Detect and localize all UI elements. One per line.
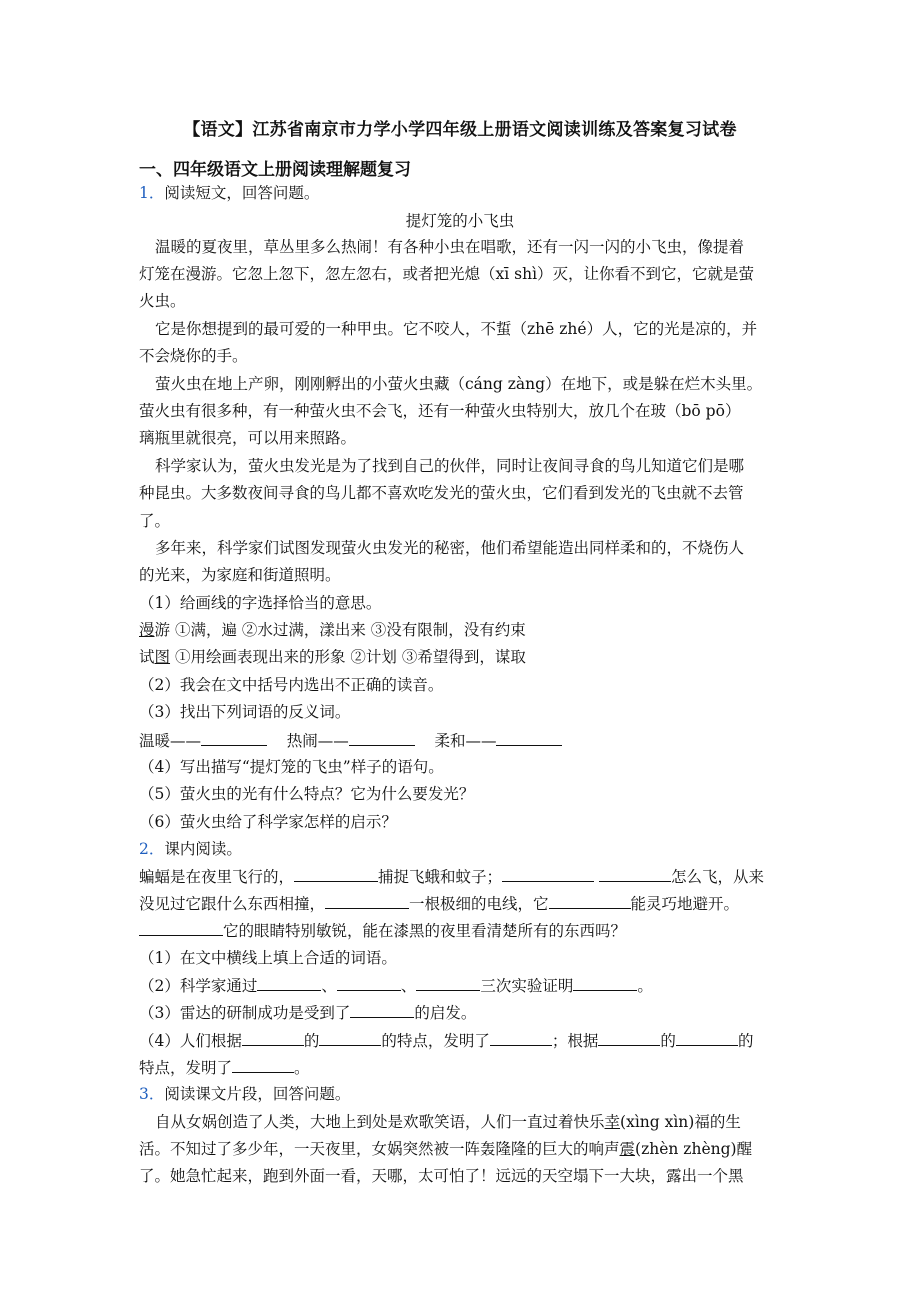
- answer-blank[interactable]: [201, 730, 267, 746]
- option-line-1: 漫游 ①满，遍 ②水过满，漾出来 ③没有限制，没有约束: [139, 621, 526, 639]
- passage-line: 多年来，科学家们试图发现萤火虫发光的秘密，他们希望能造出同样柔和的，不烧伤人: [155, 539, 745, 557]
- question-1-prompt: 1．阅读短文，回答问题。: [139, 184, 320, 202]
- passage-line: 璃瓶里就很亮，可以用来照路。: [139, 429, 357, 447]
- passage-line: 科学家认为，萤火虫发光是为了找到自己的伙伴，同时让夜间寻食的鸟儿知道它们是哪: [155, 457, 745, 475]
- underlined-char: 震: [619, 1140, 636, 1158]
- answer-blank[interactable]: [319, 1030, 381, 1046]
- passage-line: 种昆虫。大多数夜间寻食的鸟儿都不喜欢吃发光的萤火虫，它们看到发光的飞虫就不去管: [139, 484, 744, 502]
- sub-question: （1）给画线的字选择恰当的意思。: [139, 594, 382, 612]
- underlined-char: 漫: [139, 621, 155, 639]
- sub-question: （1）在文中横线上填上合适的词语。: [139, 949, 397, 967]
- passage-line: 了。她急忙起来，跑到外面一看，天哪，太可怕了！远远的天空塌下一大块，露出一个黑: [139, 1167, 744, 1185]
- answer-blank[interactable]: [350, 1002, 414, 1018]
- sub-question: （3）雷达的研制成功是受到了 的启发。: [139, 1004, 477, 1022]
- answer-blank[interactable]: [490, 1030, 552, 1046]
- answer-blank[interactable]: [496, 730, 562, 746]
- passage-line: 萤火虫有很多种，有一种萤火虫不会飞，还有一种萤火虫特别大，放几个在玻（bō pō）: [139, 402, 741, 420]
- sub-question: （5）萤火虫的光有什么特点？它为什么要发光？: [139, 785, 475, 803]
- passage-line: 温暖的夏夜里，草丛里多么热闹！有各种小虫在唱歌，还有一闪一闪的小飞虫，像提着: [155, 238, 745, 256]
- passage-line: 萤火虫在地上产卵，刚刚孵出的小萤火虫藏（cáng zàng）在地下，或是躲在烂木头里。: [155, 375, 763, 393]
- answer-blank[interactable]: [598, 1030, 660, 1046]
- passage-title: 提灯笼的小飞虫: [405, 212, 515, 230]
- question-3-prompt: 3．阅读课文片段，回答问题。: [139, 1085, 351, 1103]
- question-number: 1．: [139, 184, 165, 202]
- answer-blank[interactable]: [549, 893, 631, 909]
- antonym-line: 温暖—— 热闹—— 柔和——: [139, 730, 562, 751]
- option-line-2: 试图 ①用绘画表现出来的形象 ②计划 ③希望得到，谋取: [139, 648, 526, 666]
- document-title: 【语文】江苏省南京市力学小学四年级上册语文阅读训练及答案复习试卷: [183, 120, 737, 140]
- passage-line: 没见过它跟什么东西相撞， 一根极细的电线，它 能灵巧地避开。: [139, 895, 740, 913]
- question-2-prompt: 2．课内阅读。: [139, 840, 242, 858]
- question-number: 2．: [139, 840, 165, 858]
- passage-line: 灯笼在漫游。它忽上忽下，忽左忽右，或者把光熄（xī shì）灭，让你看不到它，它就是萤: [139, 265, 755, 283]
- passage-line: 的光来，为家庭和街道照明。: [139, 566, 341, 584]
- sub-question: （4）写出描写“提灯笼的飞虫”样子的语句。: [139, 758, 444, 776]
- passage-line: 它的眼睛特别敏锐，能在漆黑的夜里看清楚所有的东西吗？: [139, 920, 626, 941]
- sub-question: 特点，发明了 。: [139, 1059, 310, 1077]
- passage-line: 火虫。: [139, 292, 186, 310]
- answer-blank[interactable]: [242, 1030, 304, 1046]
- answer-blank[interactable]: [257, 975, 321, 991]
- sub-question: （4）人们根据 的 的特点，发明了 ；根据 的 的: [139, 1032, 754, 1050]
- underlined-char: 幸: [604, 1113, 621, 1131]
- answer-blank[interactable]: [676, 1030, 738, 1046]
- section-heading: 一、四年级语文上册阅读理解题复习: [139, 160, 411, 180]
- answer-blank[interactable]: [325, 893, 409, 909]
- answer-blank[interactable]: [294, 866, 378, 882]
- underlined-char: 图: [154, 648, 171, 666]
- passage-line: 蝙蝠是在夜里飞行的， 捕捉飞蛾和蚊子； 怎么飞，从来: [139, 868, 764, 886]
- passage-line: 自从女娲创造了人类，大地上到处是欢歌笑语，人们一直过着快乐幸(xìng xìn)福的生: [155, 1113, 741, 1131]
- answer-blank[interactable]: [349, 730, 415, 746]
- sub-question: （3）找出下列词语的反义词。: [139, 703, 351, 721]
- passage-line: 不会烧你的手。: [139, 347, 248, 365]
- passage-line: 了。: [139, 512, 171, 530]
- answer-blank[interactable]: [573, 975, 637, 991]
- answer-blank[interactable]: [416, 975, 480, 991]
- passage-line: 它是你想提到的最可爱的一种甲虫。它不咬人，不蜇（zhē zhé）人，它的光是凉的，并: [155, 320, 758, 338]
- sub-question: （6）萤火虫给了科学家怎样的启示？: [139, 813, 397, 831]
- answer-blank[interactable]: [232, 1057, 294, 1073]
- answer-blank[interactable]: [337, 975, 401, 991]
- answer-blank[interactable]: [139, 920, 223, 936]
- passage-line: 活。不知过了多少年，一天夜里，女娲突然被一阵轰隆隆的巨大的响声震(zhèn zhèng)醒: [139, 1140, 753, 1158]
- answer-blank[interactable]: [599, 866, 671, 882]
- sub-question: （2）我会在文中括号内选出不正确的读音。: [139, 676, 444, 694]
- answer-blank[interactable]: [502, 866, 594, 882]
- question-number: 3．: [139, 1085, 165, 1103]
- sub-question: （2）科学家通过 、 、 三次实验证明 。: [139, 977, 653, 995]
